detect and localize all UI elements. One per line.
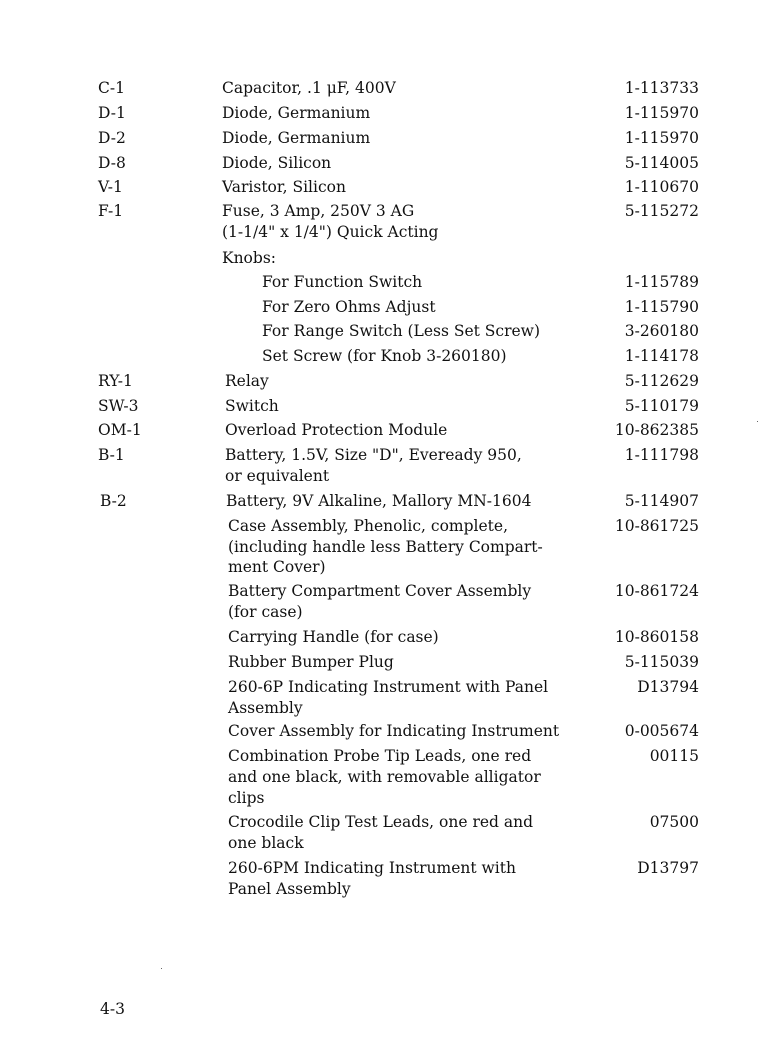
description-line: or equivalent — [225, 467, 330, 485]
description-line: Assembly — [228, 699, 303, 717]
reference-designator: SW-3 — [98, 397, 139, 415]
part-description — [222, 78, 582, 99]
part-description — [225, 445, 585, 487]
part-description — [228, 677, 588, 719]
description-line: Combination Probe Tip Leads, one red — [228, 747, 532, 765]
part-number: 1-111798 — [624, 446, 699, 464]
reference-designator: D-1 — [98, 104, 126, 122]
reference-designator: V-1 — [98, 178, 123, 196]
part-number: 1-115970 — [624, 129, 699, 147]
part-number: 1-115970 — [624, 104, 699, 122]
part-number: 10-861724 — [614, 582, 699, 600]
part-description — [262, 297, 622, 318]
description-line: Varistor, Silicon — [222, 178, 346, 196]
part-number: 10-861725 — [614, 517, 699, 535]
description-line: Switch — [225, 397, 279, 415]
part-description — [228, 812, 588, 854]
description-line: Diode, Germanium — [222, 104, 371, 122]
description-line: For Function Switch — [262, 273, 423, 291]
part-description — [262, 272, 622, 293]
description-line: Rubber Bumper Plug — [228, 653, 394, 671]
part-number: 5-114907 — [624, 492, 699, 510]
description-line: Panel Assembly — [228, 880, 351, 898]
part-description — [222, 201, 582, 243]
description-line: Battery Compartment Cover Assembly — [228, 582, 532, 600]
part-description — [225, 420, 585, 441]
reference-designator: OM-1 — [98, 421, 142, 439]
description-line: Diode, Germanium — [222, 129, 371, 147]
scan-speck — [757, 421, 758, 422]
part-number: 00115 — [649, 747, 699, 765]
part-number: 10-860158 — [614, 628, 699, 646]
description-line: Carrying Handle (for case) — [228, 628, 439, 646]
part-number: 1-113733 — [624, 79, 699, 97]
reference-designator: B-1 — [98, 446, 125, 464]
part-number: 5-114005 — [624, 154, 699, 172]
part-description — [222, 153, 582, 174]
description-line: ment Cover) — [228, 558, 326, 576]
part-number: 1-115790 — [624, 298, 699, 316]
part-description — [226, 491, 586, 512]
part-number: D13794 — [637, 678, 699, 696]
part-description — [228, 652, 588, 673]
reference-designator: F-1 — [98, 202, 124, 220]
description-line: For Range Switch (Less Set Screw) — [262, 322, 541, 340]
part-number: 07500 — [649, 813, 699, 831]
part-description — [228, 721, 588, 742]
part-description — [222, 177, 582, 198]
part-description — [228, 746, 588, 809]
part-number: 5-110179 — [624, 397, 699, 415]
scan-speck — [161, 968, 162, 969]
description-line: 260-6P Indicating Instrument with Panel — [228, 678, 549, 696]
description-line: Cover Assembly for Indicating Instrument — [228, 722, 560, 740]
description-line: Knobs: — [222, 249, 276, 267]
part-number: 3-260180 — [624, 322, 699, 340]
description-line: one black — [228, 834, 304, 852]
part-number: 1-114178 — [624, 347, 699, 365]
part-description — [222, 248, 582, 269]
part-description — [228, 627, 588, 648]
description-line: Relay — [225, 372, 269, 390]
description-line: Fuse, 3 Amp, 250V 3 AG — [222, 202, 415, 220]
description-line: (for case) — [228, 603, 303, 621]
description-line: (including handle less Battery Compart- — [228, 537, 543, 556]
reference-designator: RY-1 — [98, 372, 133, 390]
description-line: and one black, with removable alligator — [228, 768, 541, 786]
description-line: Overload Protection Module — [225, 421, 448, 439]
part-number: 1-110670 — [624, 178, 699, 196]
part-number: 10-862385 — [614, 421, 699, 439]
part-description — [262, 321, 622, 342]
part-description — [225, 371, 585, 392]
reference-designator: C-1 — [98, 79, 125, 97]
description-line: Crocodile Clip Test Leads, one red and — [228, 813, 534, 831]
part-number: 5-115039 — [624, 653, 699, 671]
part-description — [222, 128, 582, 149]
description-line: Capacitor, .1 μF, 400V — [222, 79, 396, 97]
description-line: 260-6PM Indicating Instrument with — [228, 859, 516, 877]
part-description — [228, 581, 588, 623]
part-description — [225, 396, 585, 417]
description-line: Case Assembly, Phenolic, complete, — [228, 517, 508, 535]
description-line: For Zero Ohms Adjust — [262, 298, 436, 316]
description-line: (1-1/4" x 1/4") Quick Acting — [222, 223, 439, 241]
reference-designator: B-2 — [100, 492, 127, 510]
part-number: D13797 — [637, 859, 699, 877]
part-number: 0-005674 — [624, 722, 699, 740]
page-number: 4-3 — [100, 1000, 125, 1018]
part-number: 5-112629 — [624, 372, 699, 390]
part-number: 5-115272 — [624, 202, 699, 220]
description-line: clips — [228, 789, 265, 807]
description-line: Diode, Silicon — [222, 154, 332, 172]
reference-designator: D-2 — [98, 129, 126, 147]
part-number: 1-115789 — [624, 273, 699, 291]
description-line: Battery, 9V Alkaline, Mallory MN-1604 — [226, 492, 532, 510]
reference-designator: D-8 — [98, 154, 126, 172]
description-line: Battery, 1.5V, Size "D", Eveready 950, — [225, 446, 522, 464]
part-description — [222, 103, 582, 124]
part-description — [228, 516, 588, 578]
part-description — [228, 858, 588, 900]
part-description — [262, 346, 622, 367]
description-line: Set Screw (for Knob 3-260180) — [262, 347, 507, 365]
